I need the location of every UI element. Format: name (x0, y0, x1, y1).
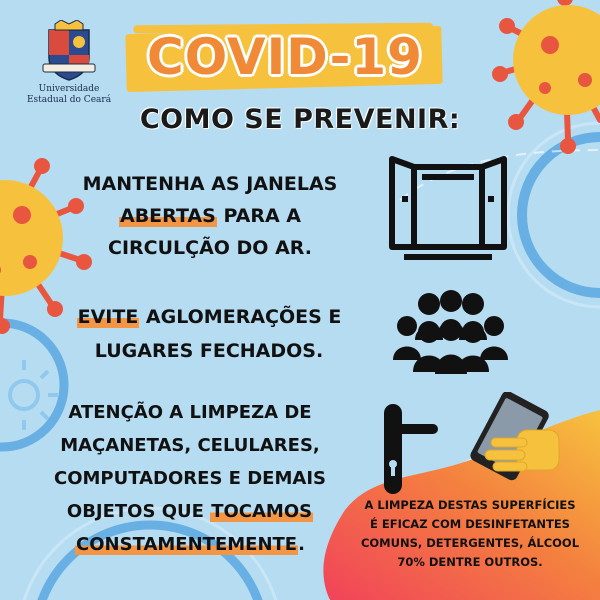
tip2-line1 (64, 300, 354, 334)
open-window-icon (388, 155, 508, 265)
logo-text-line1: Universidade (38, 84, 100, 94)
tip-open-windows (60, 168, 360, 264)
tip1-line2 (60, 200, 360, 232)
note-line4: 70% DENTRE OUTROS. (397, 555, 543, 569)
tip2-highlight: EVITE (77, 306, 139, 328)
tip3-line1: ATENÇÃO A LIMPEZA DE (68, 402, 312, 423)
crowd-icon (393, 290, 508, 378)
tip3-line5 (40, 528, 340, 561)
tip3-line4-pre: OBJETOS QUE (66, 501, 211, 522)
tip3-line5-rest: . (298, 534, 305, 555)
tip-avoid-crowds (64, 300, 354, 368)
tip3-highlight-tocamos: TOCAMOS (211, 501, 313, 522)
tip1-line2-rest: PARA A (216, 205, 301, 227)
tip1-highlight: ABERTAS (120, 205, 216, 227)
poster-subtitle: COMO SE PREVENIR: (139, 104, 461, 135)
university-logo (14, 20, 124, 106)
tip3-line4 (40, 495, 340, 528)
university-crest-icon (41, 20, 97, 82)
tip1-line1: MANTENHA AS JANELAS (82, 173, 338, 195)
cleaning-note (350, 496, 590, 572)
note-line3: COMUNS, DETERGENTES, ÁLCOOL (360, 536, 580, 550)
door-handle-icon (380, 402, 440, 497)
tip1-line3: CIRCULÇÃO DO AR. (108, 237, 312, 259)
decorative-ring-right (522, 137, 600, 293)
tip3-highlight-constantemente: CONSTAMENTEMENTE (76, 534, 298, 555)
note-line1: A LIMPEZA DESTAS SUPERFÍCIES (364, 498, 576, 512)
tip2-line1-rest: AGLOMERAÇÕES E (139, 306, 342, 328)
poster-title: COVID-19 (147, 28, 423, 86)
phone-in-hand-icon (455, 392, 565, 482)
note-line2: É EFICAZ COM DESINFETANTES (370, 517, 570, 531)
tip2-line2: LUGARES FECHADOS. (94, 340, 324, 362)
tip3-line2: MAÇANETAS, CELULARES, (60, 435, 320, 456)
tip3-line3: COMPUTADORES E DEMAIS (54, 468, 326, 489)
logo-text-line2: Estadual do Ceará (26, 95, 112, 105)
tip-clean-surfaces (40, 396, 340, 561)
